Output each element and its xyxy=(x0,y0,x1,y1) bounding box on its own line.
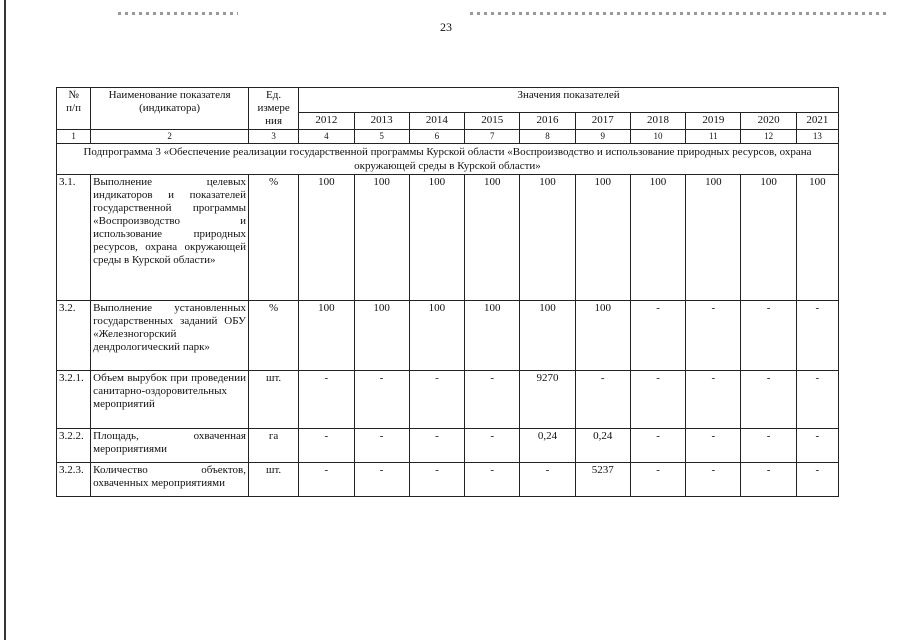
value-cell: - xyxy=(741,429,796,463)
column-number: 10 xyxy=(630,130,685,144)
unit-cell: % xyxy=(248,175,298,301)
value-cell: - xyxy=(686,463,741,497)
value-cell: - xyxy=(465,463,520,497)
value-cell: - xyxy=(630,301,685,371)
value-cell: - xyxy=(630,429,685,463)
value-cell: - xyxy=(796,463,838,497)
value-cell: - xyxy=(409,463,464,497)
indicator-name: Площадь, охваченная мероприятиями xyxy=(91,429,249,463)
value-cell: 100 xyxy=(741,175,796,301)
value-cell: 100 xyxy=(630,175,685,301)
header-year: 2021 xyxy=(796,113,838,130)
value-cell: 100 xyxy=(796,175,838,301)
value-cell: - xyxy=(630,371,685,429)
column-number: 6 xyxy=(409,130,464,144)
value-cell: - xyxy=(741,463,796,497)
value-cell: - xyxy=(354,371,409,429)
subprogram-row xyxy=(57,144,839,175)
header-year: 2017 xyxy=(575,113,630,130)
value-cell: 100 xyxy=(520,301,575,371)
page-number: 23 xyxy=(440,20,452,34)
subprogram-title: Подпрограмма 3 «Обеспечение реализации государственной программы Курской области «Воспроизводство и использование природных ресурсов, охрана окружающей среды в Курской области» xyxy=(57,144,839,175)
header-year: 2012 xyxy=(299,113,354,130)
value-cell: - xyxy=(354,463,409,497)
table-row xyxy=(57,175,839,301)
value-cell: - xyxy=(796,429,838,463)
header-num: № п/п xyxy=(57,88,91,130)
value-cell: - xyxy=(465,429,520,463)
value-cell: 100 xyxy=(409,175,464,301)
header-year: 2016 xyxy=(520,113,575,130)
value-cell: - xyxy=(299,371,354,429)
value-cell: 5237 xyxy=(575,463,630,497)
value-cell: 100 xyxy=(354,175,409,301)
value-cell: 100 xyxy=(575,301,630,371)
value-cell: - xyxy=(796,371,838,429)
column-number: 11 xyxy=(686,130,741,144)
value-cell: - xyxy=(299,463,354,497)
value-cell: 100 xyxy=(299,175,354,301)
value-cell: 100 xyxy=(686,175,741,301)
header-year: 2020 xyxy=(741,113,796,130)
header-values-title: Значения показателей xyxy=(299,88,839,113)
value-cell: 100 xyxy=(520,175,575,301)
value-cell: - xyxy=(520,463,575,497)
value-cell: - xyxy=(686,429,741,463)
value-cell: 100 xyxy=(465,301,520,371)
row-number: 3.2.2. xyxy=(57,429,91,463)
column-number: 7 xyxy=(465,130,520,144)
row-number: 3.2. xyxy=(57,301,91,371)
value-cell: - xyxy=(354,429,409,463)
header-year: 2013 xyxy=(354,113,409,130)
column-number: 8 xyxy=(520,130,575,144)
value-cell: 0,24 xyxy=(520,429,575,463)
value-cell: - xyxy=(575,371,630,429)
column-number: 13 xyxy=(796,130,838,144)
row-number: 3.1. xyxy=(57,175,91,301)
scan-left-edge xyxy=(4,0,6,640)
header-row xyxy=(57,88,839,113)
value-cell: 100 xyxy=(409,301,464,371)
value-cell: - xyxy=(465,371,520,429)
column-number: 4 xyxy=(299,130,354,144)
scan-artifact xyxy=(470,12,890,15)
header-unit: Ед. измере ния xyxy=(248,88,298,130)
value-cell: 100 xyxy=(575,175,630,301)
table-row xyxy=(57,301,839,371)
table-row xyxy=(57,429,839,463)
indicator-name: Объем вырубок при проведении санитарно-оздоровительных мероприятий xyxy=(91,371,249,429)
value-cell: - xyxy=(686,371,741,429)
value-cell: - xyxy=(630,463,685,497)
header-year: 2018 xyxy=(630,113,685,130)
value-cell: - xyxy=(796,301,838,371)
value-cell: 100 xyxy=(465,175,520,301)
value-cell: - xyxy=(741,371,796,429)
value-cell: - xyxy=(409,371,464,429)
unit-cell: га xyxy=(248,429,298,463)
column-number: 9 xyxy=(575,130,630,144)
value-cell: 9270 xyxy=(520,371,575,429)
value-cell: - xyxy=(741,301,796,371)
value-cell: 0,24 xyxy=(575,429,630,463)
row-number: 3.2.3. xyxy=(57,463,91,497)
table-row xyxy=(57,371,839,429)
value-cell: 100 xyxy=(354,301,409,371)
column-number: 1 xyxy=(57,130,91,144)
row-number: 3.2.1. xyxy=(57,371,91,429)
column-number: 12 xyxy=(741,130,796,144)
indicator-name: Выполнение установленных государственных заданий ОБУ «Железногорский дендрологический парк» xyxy=(91,301,249,371)
unit-cell: шт. xyxy=(248,463,298,497)
indicators-table xyxy=(56,87,839,497)
value-cell: - xyxy=(299,429,354,463)
unit-cell: % xyxy=(248,301,298,371)
header-year: 2015 xyxy=(465,113,520,130)
table-row xyxy=(57,463,839,497)
indicator-name: Количество объектов, охваченных мероприятиями xyxy=(91,463,249,497)
header-year: 2019 xyxy=(686,113,741,130)
header-name: Наименование показателя (индикатора) xyxy=(91,88,249,130)
column-number: 3 xyxy=(248,130,298,144)
value-cell: - xyxy=(409,429,464,463)
value-cell: - xyxy=(686,301,741,371)
header-year: 2014 xyxy=(409,113,464,130)
column-number: 2 xyxy=(91,130,249,144)
column-numbers-row xyxy=(57,130,839,144)
scan-artifact xyxy=(118,12,238,15)
unit-cell: шт. xyxy=(248,371,298,429)
column-number: 5 xyxy=(354,130,409,144)
indicator-name: Выполнение целевых индикаторов и показателей государственной программы «Воспроизводство и использование природных ресурсов, охрана окружающей среды в Курской области» xyxy=(91,175,249,301)
value-cell: 100 xyxy=(299,301,354,371)
